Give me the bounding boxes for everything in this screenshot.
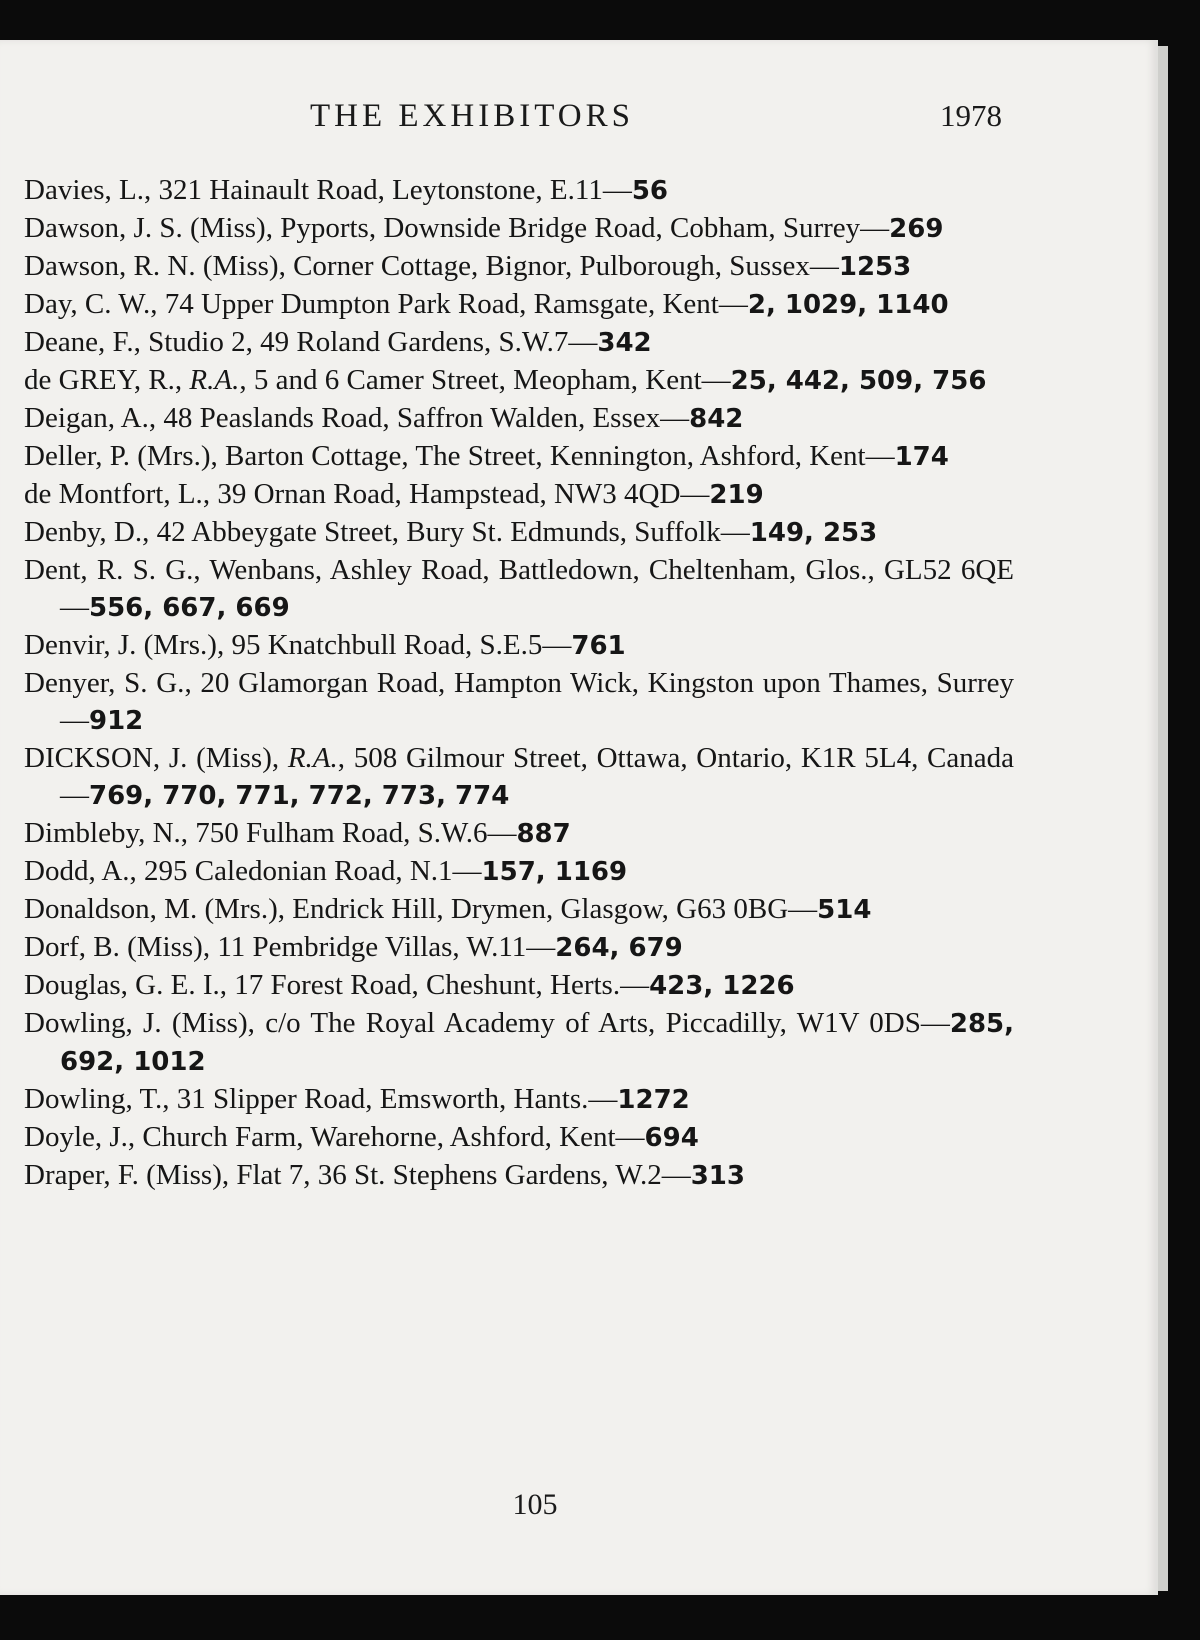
exhibitor-name: Dawson, R. N. (Miss) bbox=[24, 250, 279, 282]
exhibitor-entry: Davies, L., 321 Hainault Road, Leytonstone, E.11—56 bbox=[24, 174, 669, 206]
exhibit-numbers: 342 bbox=[597, 328, 652, 358]
exhibitor-name: Dodd, A. bbox=[24, 855, 130, 887]
exhibitor-designation: R.A. bbox=[189, 364, 240, 396]
exhibitor-name: Day, C. W. bbox=[24, 288, 151, 320]
exhibitor-name: Denvir, J. (Mrs.) bbox=[24, 629, 217, 661]
exhibit-numbers: 1253 bbox=[838, 252, 912, 282]
page-number: 105 bbox=[512, 1488, 558, 1521]
exhibitor-address: 20 Glamorgan Road, Hampton Wick, Kingston upon Thames, Surrey bbox=[200, 667, 1014, 699]
exhibit-numbers: 56 bbox=[631, 176, 669, 206]
exhibit-numbers: 887 bbox=[516, 819, 571, 849]
exhibit-numbers: 269 bbox=[889, 214, 944, 244]
exhibit-numbers: 912 bbox=[89, 706, 144, 736]
exhibitor-name: Douglas, G. E. I. bbox=[24, 969, 220, 1001]
exhibitor-entry: Denby, D., 42 Abbeygate Street, Bury St. Edmunds, Suffolk—149, 253 bbox=[24, 516, 878, 548]
exhibit-numbers: 423, 1226 bbox=[649, 971, 795, 1001]
exhibitor-address: Endrick Hill, Drymen, Glasgow, G63 0BG bbox=[292, 893, 789, 925]
exhibitor-address: 42 Abbeygate Street, Bury St. Edmunds, Suffolk bbox=[156, 516, 721, 548]
exhibitor-address: Church Farm, Warehorne, Ashford, Kent bbox=[142, 1121, 616, 1153]
exhibit-numbers: 2, 1029, 1140 bbox=[747, 290, 949, 320]
exhibit-numbers: 174 bbox=[894, 442, 949, 472]
exhibitor-name: Denyer, S. G. bbox=[24, 667, 185, 699]
exhibitor-address: 750 Fulham Road, S.W.6 bbox=[195, 817, 488, 849]
exhibitor-entry: DICKSON, J. (Miss), R.A., 508 Gilmour Street, Ottawa, Ontario, K1R 5L4, Canada—769, 770, 771, 772, 773, 774 bbox=[24, 742, 1015, 811]
exhibit-numbers: 264, 679 bbox=[555, 933, 683, 963]
running-header bbox=[0, 98, 1158, 142]
exhibitor-address: Wenbans, Ashley Road, Battledown, Cheltenham, Glos., GL52 6QE bbox=[209, 554, 1014, 586]
exhibitor-address: Pyports, Downside Bridge Road, Cobham, Surrey bbox=[280, 212, 861, 244]
exhibit-numbers: 842 bbox=[689, 404, 744, 434]
exhibitor-name: Davies, L. bbox=[24, 174, 144, 206]
exhibitor-entry: Deigan, A., 48 Peaslands Road, Saffron Walden, Essex—842 bbox=[24, 402, 744, 434]
exhibitor-address: Barton Cottage, The Street, Kennington, Ashford, Kent bbox=[225, 440, 866, 472]
exhibitor-name: Dawson, J. S. (Miss) bbox=[24, 212, 266, 244]
exhibitor-entry: de Montfort, L., 39 Ornan Road, Hampstead, NW3 4QD—219 bbox=[24, 478, 764, 510]
exhibitor-entry: Dawson, J. S. (Miss), Pyports, Downside Bridge Road, Cobham, Surrey—269 bbox=[24, 212, 944, 244]
exhibitor-list bbox=[24, 172, 1014, 1195]
exhibit-numbers: 285, 692, 1012 bbox=[60, 1009, 1015, 1077]
exhibitor-name: Denby, D. bbox=[24, 516, 143, 548]
header-year: 1978 bbox=[940, 98, 1002, 133]
exhibit-numbers: 219 bbox=[709, 480, 764, 510]
exhibitor-address: Corner Cottage, Bignor, Pulborough, Sussex bbox=[293, 250, 810, 282]
page-edge bbox=[1158, 46, 1168, 1591]
exhibitor-address: 74 Upper Dumpton Park Road, Ramsgate, Kent bbox=[164, 288, 719, 320]
exhibit-numbers: 761 bbox=[571, 631, 626, 661]
exhibitor-entry: Denvir, J. (Mrs.), 95 Knatchbull Road, S.E.5—761 bbox=[24, 629, 626, 661]
exhibitor-address: 295 Caledonian Road, N.1 bbox=[144, 855, 453, 887]
exhibitor-address: Studio 2, 49 Roland Gardens, S.W.7 bbox=[148, 326, 569, 358]
exhibitor-address: 31 Slipper Road, Emsworth, Hants. bbox=[176, 1083, 589, 1115]
exhibit-numbers: 149, 253 bbox=[749, 518, 878, 548]
exhibitor-address: 5 and 6 Camer Street, Meopham, Kent bbox=[253, 364, 702, 396]
exhibit-numbers: 1272 bbox=[617, 1085, 690, 1115]
exhibitor-name: Deane, F. bbox=[24, 326, 134, 358]
exhibitor-name: Donaldson, M. (Mrs.) bbox=[24, 893, 278, 925]
exhibitor-address: 95 Knatchbull Road, S.E.5 bbox=[231, 629, 543, 661]
exhibitor-address: Flat 7, 36 St. Stephens Gardens, W.2 bbox=[236, 1159, 662, 1191]
exhibitor-entry: Dent, R. S. G., Wenbans, Ashley Road, Battledown, Cheltenham, Glos., GL52 6QE—556, 667, 669 bbox=[24, 554, 1014, 623]
exhibitor-name: Dorf, B. (Miss) bbox=[24, 931, 203, 963]
exhibitor-entry: Deller, P. (Mrs.), Barton Cottage, The Street, Kennington, Ashford, Kent—174 bbox=[24, 440, 949, 472]
exhibitor-address: 321 Hainault Road, Leytonstone, E.11 bbox=[158, 174, 603, 206]
exhibitor-entry: Deane, F., Studio 2, 49 Roland Gardens, S.W.7—342 bbox=[24, 326, 652, 358]
exhibitor-address: 39 Ornan Road, Hampstead, NW3 4QD bbox=[217, 478, 681, 510]
exhibitor-entry: Draper, F. (Miss), Flat 7, 36 St. Stephens Gardens, W.2—313 bbox=[24, 1159, 745, 1191]
exhibitor-address: 11 Pembridge Villas, W.11 bbox=[217, 931, 527, 963]
exhibitor-entry: Dowling, T., 31 Slipper Road, Emsworth, Hants.—1272 bbox=[24, 1083, 690, 1115]
exhibitor-name: Deller, P. (Mrs.) bbox=[24, 440, 211, 472]
exhibitor-name: Dimbleby, N. bbox=[24, 817, 181, 849]
exhibitor-entry: Dodd, A., 295 Caledonian Road, N.1—157, 1169 bbox=[24, 855, 628, 887]
exhibitor-address: 17 Forest Road, Cheshunt, Herts. bbox=[234, 969, 621, 1001]
exhibitor-name: de Montfort, L. bbox=[24, 478, 203, 510]
exhibitor-name: Dowling, J. (Miss) bbox=[24, 1007, 248, 1039]
exhibitor-entry: Dorf, B. (Miss), 11 Pembridge Villas, W.11—264, 679 bbox=[24, 931, 683, 963]
exhibitor-designation: R.A. bbox=[287, 742, 338, 774]
exhibitor-name: de GREY, R. bbox=[24, 364, 175, 396]
exhibitor-name: Dent, R. S. G. bbox=[24, 554, 194, 586]
exhibitor-address: 508 Gilmour Street, Ottawa, Ontario, K1R 5L4, Canada bbox=[353, 742, 1015, 774]
header-title: THE EXHIBITORS bbox=[310, 98, 634, 134]
exhibitor-name: DICKSON, J. (Miss) bbox=[24, 742, 272, 774]
exhibitor-name: Draper, F. (Miss) bbox=[24, 1159, 222, 1191]
exhibitor-entry: Dimbleby, N., 750 Fulham Road, S.W.6—887 bbox=[24, 817, 571, 849]
exhibitor-name: Doyle, J. bbox=[24, 1121, 128, 1153]
exhibitor-entry: Dowling, J. (Miss), c/o The Royal Academy of Arts, Piccadilly, W1V 0DS—285, 692, 1012 bbox=[24, 1007, 1015, 1077]
exhibitor-name: Deigan, A. bbox=[24, 402, 149, 434]
exhibit-numbers: 25, 442, 509, 756 bbox=[730, 366, 987, 396]
exhibitor-address: c/o The Royal Academy of Arts, Piccadilly, W1V 0DS bbox=[265, 1007, 921, 1039]
exhibit-numbers: 514 bbox=[817, 895, 872, 925]
exhibitor-entry: de GREY, R., R.A., 5 and 6 Camer Street, Meopham, Kent—25, 442, 509, 756 bbox=[24, 364, 987, 396]
exhibitor-entry: Dawson, R. N. (Miss), Corner Cottage, Bignor, Pulborough, Sussex—1253 bbox=[24, 250, 912, 282]
exhibit-numbers: 694 bbox=[644, 1123, 699, 1153]
exhibitor-entry: Doyle, J., Church Farm, Warehorne, Ashford, Kent—694 bbox=[24, 1121, 699, 1153]
exhibitor-entry: Denyer, S. G., 20 Glamorgan Road, Hampton Wick, Kingston upon Thames, Surrey—912 bbox=[24, 667, 1014, 736]
exhibit-numbers: 556, 667, 669 bbox=[89, 593, 290, 623]
exhibitor-entry: Day, C. W., 74 Upper Dumpton Park Road, Ramsgate, Kent—2, 1029, 1140 bbox=[24, 288, 949, 320]
exhibit-numbers: 157, 1169 bbox=[481, 857, 628, 887]
exhibit-numbers: 313 bbox=[690, 1161, 745, 1191]
exhibitor-entry: Donaldson, M. (Mrs.), Endrick Hill, Drymen, Glasgow, G63 0BG—514 bbox=[24, 893, 872, 925]
exhibitor-name: Dowling, T. bbox=[24, 1083, 163, 1115]
exhibit-numbers: 769, 770, 771, 772, 773, 774 bbox=[89, 781, 510, 811]
exhibitor-entry: Douglas, G. E. I., 17 Forest Road, Cheshunt, Herts.—423, 1226 bbox=[24, 969, 795, 1001]
exhibitor-address: 48 Peaslands Road, Saffron Walden, Essex bbox=[163, 402, 661, 434]
